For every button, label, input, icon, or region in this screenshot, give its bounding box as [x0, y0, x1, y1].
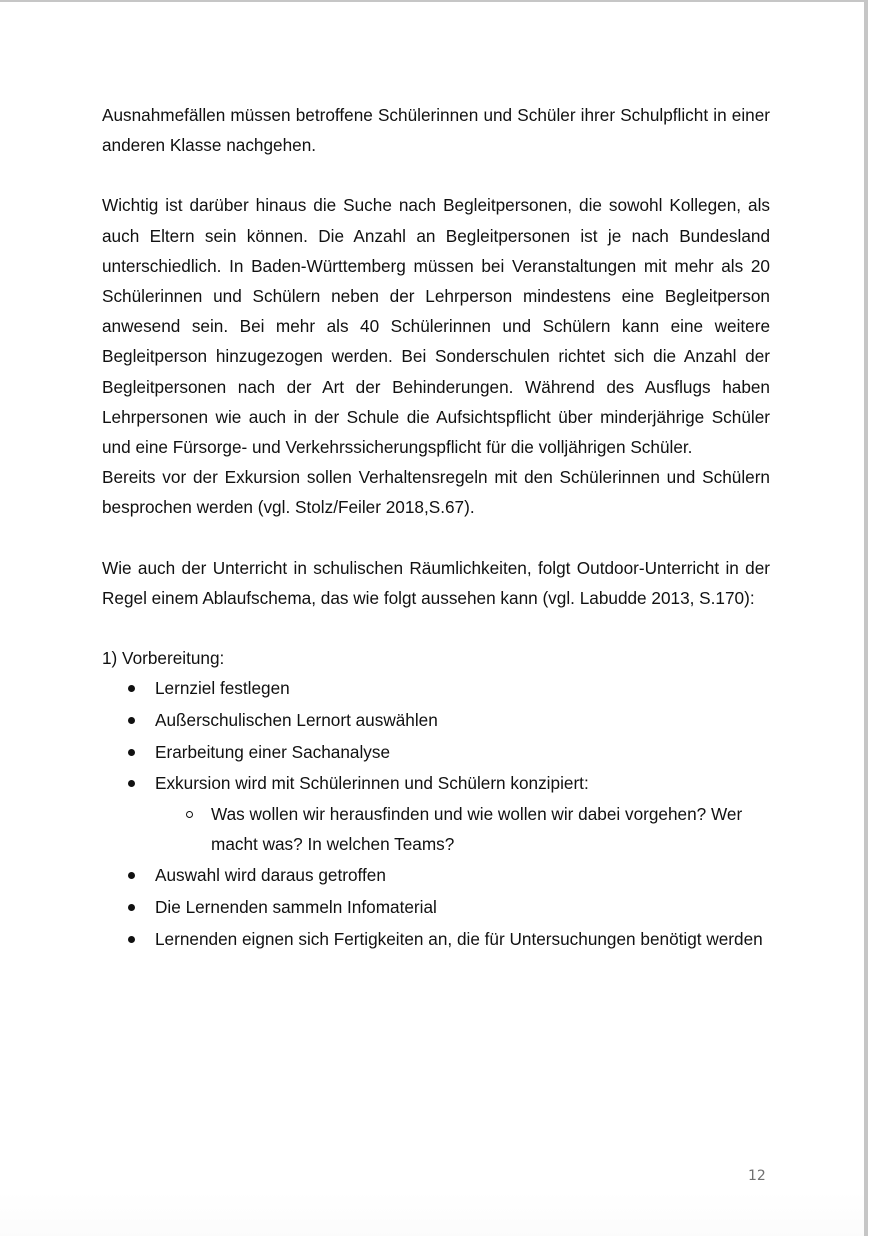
bullet-icon	[128, 936, 135, 943]
paragraph: Wichtig ist darüber hinaus die Suche nach Begleitpersonen, die sowohl Kollegen, als auch Eltern sein können. Die Anzahl an Begleitpersonen ist je nach Bundesland unterschiedlich. In Baden-Württemberg müssen bei Veranstaltungen mit mehr als 20 Schülerinnen und Schülern neben der Lehrperson mindestens eine Begleitperson anwesend sein. Bei mehr als 40 Schülerinnen und Schülern kann eine weitere Begleitperson hinzugezogen werden. Bei Sonderschulen richtet sich die Anzahl der Begleitpersonen nach der Art der Behinderungen. Während des Ausflugs haben Lehrpersonen wie auch in der Schule die Aufsichtspflicht über minderjährige Schüler und eine Fürsorge- und Verkehrssicherungspflicht für die volljährigen Schüler.	[102, 195, 770, 458]
list-item	[102, 892, 770, 922]
list-item-text: Lernenden eignen sich Fertigkeiten an, die für Untersuchungen benötigt werden	[155, 928, 763, 949]
list-item	[102, 705, 770, 735]
hollow-bullet-icon	[186, 811, 193, 818]
list-item-text: Die Lernenden sammeln Infomaterial	[155, 897, 437, 918]
list-item-text: Lernziel festlegen	[155, 678, 290, 699]
list-item-text: Außerschulischen Lernort auswählen	[155, 709, 438, 730]
page-content	[102, 100, 770, 954]
sub-list-item	[155, 799, 770, 859]
list-item-text: Auswahl wird daraus getroffen	[155, 865, 386, 886]
list-item	[102, 768, 770, 859]
bullet-icon	[128, 685, 135, 692]
list-item-text: Erarbeitung einer Sachanalyse	[155, 741, 391, 762]
paragraph: Ausnahmefällen müssen betroffene Schülerinnen und Schüler ihrer Schulpflicht in einer anderen Klasse nachgehen.	[102, 105, 770, 156]
paragraph: Wie auch der Unterricht in schulischen Räumlichkeiten, folgt Outdoor-Unterricht in der Regel einem Ablaufschema, das wie folgt aussehen kann (vgl. Labudde 2013, S.170):	[102, 557, 770, 608]
list-item	[102, 673, 770, 703]
paragraph: Bereits vor der Exkursion sollen Verhaltensregeln mit den Schülerinnen und Schülern besprochen werden (vgl. Stolz/Feiler 2018,S.67).	[102, 467, 770, 518]
paragraph-spacer	[102, 160, 770, 190]
bullet-icon	[128, 717, 135, 724]
sub-list-item-text: Was wollen wir herausfinden und wie wollen wir dabei vorgehen? Wer macht was? In welchen Teams?	[211, 803, 743, 854]
paragraph-spacer	[102, 613, 770, 643]
list-item	[102, 924, 770, 954]
list-item-text: Exkursion wird mit Schülerinnen und Schülern konzipiert:	[155, 773, 589, 794]
bullet-icon	[128, 872, 135, 879]
list-item	[102, 737, 770, 767]
bullet-list	[102, 673, 770, 954]
paragraph-spacer	[102, 523, 770, 553]
bullet-icon	[128, 904, 135, 911]
bullet-icon	[128, 780, 135, 787]
list-item	[102, 860, 770, 890]
page-number: 12	[748, 1168, 766, 1184]
bullet-icon	[128, 749, 135, 756]
list-heading: 1) Vorbereitung:	[102, 648, 225, 669]
sub-bullet-list	[155, 799, 770, 859]
